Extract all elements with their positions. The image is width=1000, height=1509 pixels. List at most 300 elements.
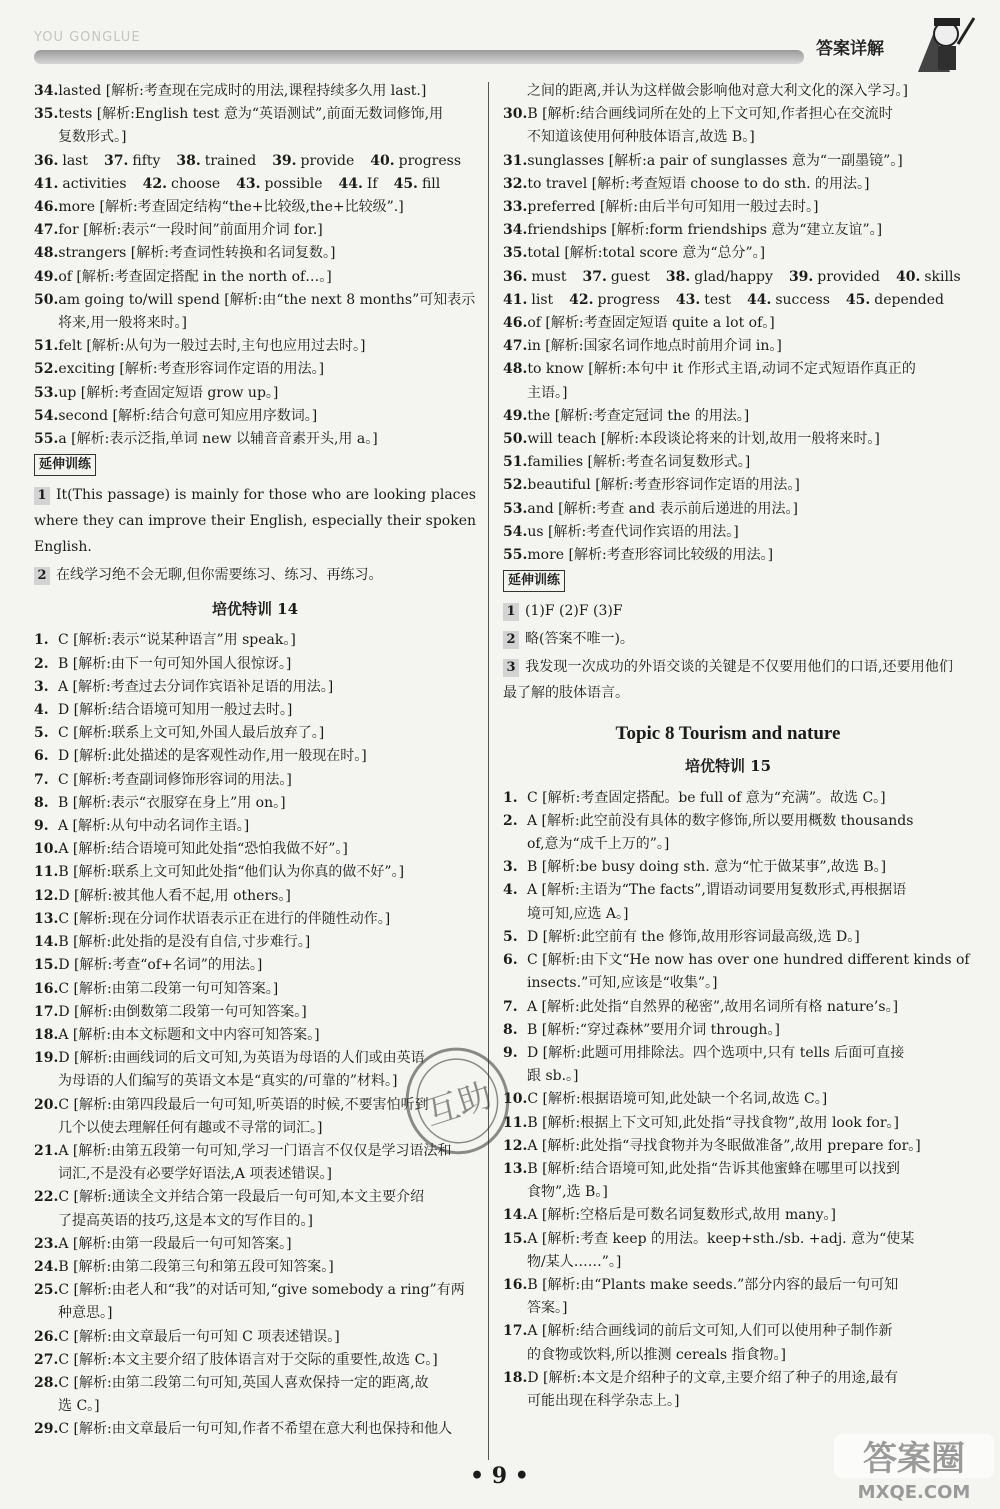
answer-number: 30.: [503, 106, 528, 123]
answer-text: B [解析:由下一句可知外国人很惊讶。]: [58, 655, 292, 672]
answer-number: 16.: [503, 1276, 528, 1293]
section-title-15: 培优特训 15: [684, 757, 772, 776]
answer-text: friendships [解析:form friendships 意为“建立友谊”。]: [527, 222, 883, 239]
answer-text: C [解析:由第二段第一句可知答案。]: [58, 980, 279, 997]
answer-line: [34, 266, 476, 289]
answer-text: second [解析:结合句意可知应用序数词。]: [58, 407, 318, 424]
answer-text: C [解析:由下文“He now has over one hundred different kinds of: [527, 952, 970, 969]
answer-line: [34, 1140, 476, 1163]
answer-number: 12.: [503, 1137, 528, 1154]
answer-text: A [解析:由第五段第一句可知,学习一门语言不仅仅是学习语法和: [58, 1142, 452, 1159]
answer-text: B [解析:由“Plants make seeds.”部分内容的最后一句可知: [527, 1276, 899, 1293]
answer-text: C [解析:表示“说某种语言”用 speak。]: [58, 632, 296, 649]
answer-line: [34, 219, 476, 242]
answer-line: [34, 1395, 476, 1418]
answer-number: [34, 126, 58, 149]
answer-number: 50.: [503, 431, 528, 448]
answer-text: 答案。]: [527, 1300, 568, 1317]
extension-section-right: [503, 567, 953, 706]
answer-line: [503, 80, 953, 103]
answer-line: [34, 312, 476, 335]
answer-line: [503, 996, 953, 1019]
answer-text: D [解析:此处描述的是客观性动作,用一般现在时。]: [58, 748, 367, 765]
answer-number: 2.: [503, 812, 518, 829]
answer-number: 34.: [34, 83, 59, 99]
answer-text: sunglasses [解析:a pair of sunglasses 意为“一副墨镜”。]: [527, 152, 903, 169]
answer-text: 物/某人……”。]: [527, 1253, 622, 1270]
answer-line: [503, 451, 953, 474]
answer-text: up [解析:考查固定短语 grow up。]: [58, 384, 279, 401]
answer-line: [34, 722, 476, 745]
answer-text: C [解析:由第四段最后一句可知,听英语的时候,不要害怕听到: [58, 1096, 429, 1113]
answer-number: 9.: [503, 1044, 518, 1061]
answer-text: D [解析:本文是介绍种子的文章,主要介绍了种子的用途,最有: [527, 1369, 899, 1386]
answer-text: the [解析:考查定冠词 the 的用法。]: [527, 407, 750, 424]
answer-line: [34, 1418, 476, 1441]
answer-line: [503, 1181, 953, 1204]
answer-item: 44. success: [746, 291, 830, 308]
answer-line: [503, 219, 953, 242]
answer-number: 11.: [34, 864, 59, 881]
answer-item: 42. choose: [142, 175, 221, 192]
answer-line: [503, 1251, 953, 1274]
answer-text: C [解析:由文章最后一句可知 C 项表述错误。]: [58, 1328, 340, 1345]
extension-tag: 延伸训练: [34, 454, 96, 476]
answer-line: [34, 653, 476, 676]
answer-line: [503, 544, 953, 567]
answer-row: [34, 150, 476, 173]
right-column: [503, 80, 970, 1413]
answer-line: [503, 474, 953, 497]
answer-number: 17.: [503, 1323, 528, 1340]
answer-number: [34, 1117, 58, 1140]
answer-line: [503, 1042, 953, 1065]
answer-number: 11.: [503, 1114, 528, 1131]
answer-line: [503, 833, 953, 856]
answer-text: more [解析:考查固定结构“the+比较级,the+比较级”.]: [58, 199, 404, 216]
answer-text: C [解析:考查副词修饰形容词的用法。]: [58, 771, 292, 788]
left-column: [34, 80, 476, 1442]
answer-text: will teach [解析:本段谈论将来的计划,故用一般将来时。]: [527, 431, 880, 448]
answer-line: [34, 978, 476, 1001]
answer-number: 54.: [34, 407, 59, 424]
answer-number: 9.: [34, 818, 49, 835]
answer-item: 44. If: [338, 175, 378, 192]
answer-text: am going to/will spend [解析:由“the next 8 months”可知表示: [58, 291, 476, 308]
answer-text: 将来,用一般将来时。]: [58, 315, 187, 332]
pencil-mascot-icon: [912, 12, 976, 78]
answer-text: A [解析:此空前没有具体的数字修饰,所以要用概数 thousands: [527, 812, 914, 829]
answer-number: [503, 1297, 527, 1320]
answer-item: 36. must: [503, 268, 567, 285]
answer-number: [503, 1251, 527, 1274]
answer-text: 食物”,选 B。]: [527, 1184, 608, 1201]
answer-line: [34, 908, 476, 931]
answer-number: 4.: [34, 702, 49, 719]
answer-number: 7.: [503, 998, 518, 1015]
answer-text: total [解析:total score 意为“总分”。]: [527, 245, 766, 262]
answer-number: 15.: [34, 957, 59, 974]
extension-item-1: 1 (1)F (2)F (3)F: [503, 598, 953, 624]
answer-number: 49.: [34, 268, 59, 285]
answer-number: 1.: [34, 632, 49, 649]
answer-number: 35.: [34, 106, 59, 123]
answer-text: us [解析:考查代词作宾语的用法。]: [527, 523, 739, 540]
answer-number: 8.: [503, 1021, 518, 1038]
answer-line: [503, 126, 953, 149]
answer-number: [503, 1344, 527, 1367]
answer-number: 6.: [34, 748, 49, 765]
answer-line: [503, 972, 953, 995]
answer-number: 13.: [34, 910, 59, 927]
svg-text:互助: 互助: [420, 1075, 498, 1135]
answer-line: [34, 1279, 476, 1302]
answer-line: [503, 242, 953, 265]
answer-line: [503, 358, 953, 381]
answer-text: 可能出现在科学杂志上。]: [527, 1392, 680, 1409]
answer-row: [503, 266, 961, 289]
answer-line: [503, 1367, 953, 1390]
answer-line: [503, 1274, 953, 1297]
answer-number: 22.: [34, 1189, 59, 1206]
answer-number: [503, 972, 527, 995]
answer-text: A [解析:结合语境可知此处指“恐怕我做不好”。]: [58, 841, 348, 858]
answer-number: 2.: [34, 655, 49, 672]
answer-line: [503, 787, 953, 810]
answer-number: [503, 1390, 527, 1413]
answer-text: D [解析:此空前有 the 修饰,故用形容词最高级,选 D。]: [527, 928, 860, 945]
answer-line: [503, 521, 953, 544]
answer-line: [34, 1233, 476, 1256]
answer-number: [503, 80, 527, 103]
answer-item: 42. progress: [569, 291, 660, 308]
answer-line: [34, 1001, 476, 1024]
answer-text: B [解析:“穿过森林”要用介词 through。]: [527, 1021, 780, 1038]
answer-number: 5.: [34, 725, 49, 742]
answer-number: 7.: [34, 771, 49, 788]
answer-number: [34, 1070, 58, 1093]
answer-number: 4.: [503, 882, 518, 899]
answer-item: 38. glad/happy: [665, 268, 773, 285]
answer-text: C [解析:现在分词作状语表示正在进行的伴随性动作。]: [58, 910, 391, 927]
answer-item: 41. activities: [34, 175, 127, 192]
extension-item-2: 2 在线学习绝不会无聊,但你需要练习、练习、再练习。: [34, 562, 476, 588]
answer-text: A [解析:空格后是可数名词复数形式,故用 many。]: [527, 1207, 837, 1224]
answer-number: 1.: [503, 789, 518, 806]
answer-text: 为母语的人们编写的英语文本是“真实的/可靠的”材料。]: [58, 1073, 398, 1090]
answer-text: C [解析:由老人和“我”的对话可知,“give somebody a ring”有两: [58, 1282, 465, 1299]
answer-line: [34, 954, 476, 977]
answer-line: [34, 629, 476, 652]
answer-number: 3.: [503, 859, 518, 876]
answer-line: [503, 498, 953, 521]
answer-text: preferred [解析:由后半句可知用一般过去时。]: [527, 199, 819, 216]
extension-tag: 延伸训练: [503, 570, 565, 592]
answer-number: [34, 312, 58, 335]
answer-line: [34, 1024, 476, 1047]
answer-text: of,意为“成千上万的”。]: [527, 836, 670, 853]
answer-text: 种意思。]: [58, 1305, 113, 1322]
answer-number: 46.: [503, 315, 528, 332]
answer-number: 18.: [503, 1369, 528, 1386]
answer-number: 14.: [503, 1207, 528, 1224]
answer-number: 53.: [34, 384, 59, 401]
answer-text: C [解析:考查固定搭配。be full of 意为“充满”。故选 C。]: [527, 789, 886, 806]
answer-line: [503, 382, 953, 405]
answer-text: D [解析:由倒数第二段第一句可知答案。]: [58, 1003, 307, 1020]
answer-line: [503, 810, 953, 833]
answer-number: [503, 382, 527, 405]
answer-line: [503, 903, 953, 926]
answer-number: [503, 903, 527, 926]
answer-item: 39. provide: [272, 152, 355, 169]
answer-number: 53.: [503, 500, 528, 517]
answer-text: B [解析:结合语境可知,此处指“告诉其他蜜蜂在哪里可以找到: [527, 1160, 900, 1177]
answer-item: 45. depended: [845, 291, 944, 308]
answer-item: 45. fill: [393, 175, 441, 192]
answer-item: 41. list: [503, 291, 554, 308]
answer-line: [34, 1326, 476, 1349]
answer-text: and [解析:考查 and 表示前后递进的用法。]: [527, 500, 799, 517]
answer-line: [34, 405, 476, 428]
answer-line: [34, 358, 476, 381]
answer-line: [503, 1390, 953, 1413]
answer-line: [503, 196, 953, 219]
answer-item: 37. guest: [582, 268, 650, 285]
answer-item: 37. fifty: [104, 152, 161, 169]
answer-number: 23.: [34, 1235, 59, 1252]
answer-line: [34, 885, 476, 908]
answer-text: D [解析:考查“of+名词”的用法。]: [58, 957, 263, 974]
answer-number: [34, 1302, 58, 1325]
answer-line: [34, 289, 476, 312]
answer-line: [503, 428, 953, 451]
answer-text: a [解析:表示泛指,单词 new 以辅音音素开头,用 a。]: [58, 431, 378, 448]
watermark-logo: [830, 1430, 998, 1506]
answer-number: 46.: [34, 199, 59, 216]
answer-text: A [解析:由第一段最后一句可知答案。]: [58, 1235, 292, 1252]
answer-text: B [解析:由第二段第三句和第五段可知答案。]: [58, 1258, 334, 1275]
answer-number: 52.: [34, 361, 59, 378]
answer-line: [503, 103, 953, 126]
answer-text: C [解析:根据语境可知,此处缺一个名词,故选 C。]: [527, 1091, 828, 1108]
answer-number: 10.: [503, 1091, 528, 1108]
answer-number: 5.: [503, 928, 518, 945]
answer-text: D [解析:结合语境可知用一般过去时。]: [58, 702, 293, 719]
answer-line: [34, 769, 476, 792]
answer-number: 51.: [503, 454, 528, 471]
page-number: • 9 •: [470, 1463, 529, 1489]
answer-line: [503, 312, 953, 335]
extension-item-2: 2 略(答案不唯一)。: [503, 626, 953, 652]
answer-item: 40. progress: [370, 152, 462, 169]
answer-item: 40. skills: [895, 268, 961, 285]
answer-text: A [解析:从句中动名词作主语。]: [58, 818, 250, 835]
answer-number: 55.: [34, 431, 59, 448]
answer-text: A [解析:结合画线词的前后文可知,人们可以使用种子制作新: [527, 1323, 893, 1340]
answer-line: [34, 861, 476, 884]
answer-text: 了提高英语的技巧,这是本文的写作目的。]: [58, 1212, 313, 1229]
answer-line: [503, 1088, 953, 1111]
answer-line: [503, 926, 953, 949]
answer-number: [503, 1181, 527, 1204]
header-band: [34, 50, 804, 64]
answer-number: 48.: [34, 245, 59, 262]
answer-text: C [解析:由文章最后一句可知,作者不希望在意大利也保持和他人: [58, 1421, 453, 1438]
extension-section-left: [34, 451, 476, 588]
answer-line: [34, 676, 476, 699]
answer-number: 6.: [503, 952, 518, 969]
answer-line: [34, 103, 476, 126]
answer-number: 21.: [34, 1142, 59, 1159]
answer-number: 25.: [34, 1282, 59, 1299]
answer-item: 39. provided: [788, 268, 880, 285]
answer-row: [34, 173, 476, 196]
answer-number: [503, 833, 527, 856]
answer-text: B [解析:此处指的是没有自信,寸步难行。]: [58, 934, 311, 951]
answer-text: A [解析:主语为“The facts”,谓语动词要用复数形式,再根据语: [527, 882, 907, 899]
answer-number: 20.: [34, 1096, 59, 1113]
answer-text: of [解析:考查固定搭配 in the north of…。]: [58, 268, 332, 285]
answer-number: 35.: [503, 245, 528, 262]
answer-text: of [解析:考查固定短语 quite a lot of。]: [527, 315, 775, 332]
answer-text: A [解析:考查 keep 的用法。keep+sth./sb. +adj. 意为“使某: [527, 1230, 915, 1247]
answer-text: A [解析:由本文标题和文中内容可知答案。]: [58, 1026, 320, 1043]
answer-line: [34, 242, 476, 265]
answer-line: [503, 173, 953, 196]
answer-line: [34, 745, 476, 768]
answer-number: 16.: [34, 980, 59, 997]
answer-number: 49.: [503, 407, 528, 424]
answer-line: [503, 1135, 953, 1158]
answer-number: 18.: [34, 1026, 59, 1043]
answer-line: [503, 1112, 953, 1135]
answer-line: [503, 150, 953, 173]
answer-text: 复数形式。]: [58, 129, 127, 146]
answer-line: [34, 126, 476, 149]
answer-text: C [解析:通读全文并结合第一段最后一句可知,本文主要介绍: [58, 1189, 425, 1206]
answer-number: 17.: [34, 1003, 59, 1020]
answer-number: 51.: [34, 338, 59, 355]
answer-number: [34, 1395, 58, 1418]
answer-number: [34, 1163, 58, 1186]
svg-text:答案圈: 答案圈: [863, 1439, 965, 1479]
answer-text: C [解析:联系上文可知,外国人最后放弃了。]: [58, 725, 325, 742]
answer-text: 之间的距离,并认为这样做会影响他对意大利文化的深入学习。]: [527, 83, 908, 99]
answer-number: 28.: [34, 1374, 59, 1391]
answer-number: 48.: [503, 361, 528, 378]
answer-line: [34, 1349, 476, 1372]
answer-number: 47.: [34, 222, 59, 239]
column-divider: [488, 82, 489, 1460]
answer-text: strangers [解析:考查词性转换和名词复数。]: [58, 245, 336, 262]
header-title: 答案详解: [816, 39, 884, 59]
answer-line: [503, 1065, 953, 1088]
answer-text: D [解析:由画线词的后文可知,为英语为母语的人们或由英语: [58, 1050, 425, 1067]
answer-number: 33.: [503, 199, 528, 216]
answer-text: to travel [解析:考查短语 choose to do sth. 的用法。]: [527, 175, 870, 192]
answer-text: B [解析:结合画线词所在处的上下文可知,作者担心在交流时: [527, 106, 893, 123]
answer-number: 55.: [503, 547, 528, 564]
answer-number: 3.: [34, 678, 49, 695]
answer-number: 47.: [503, 338, 528, 355]
answer-line: [503, 879, 953, 902]
answer-text: 几个以使去理解任何有趣或不寻常的词汇。]: [58, 1119, 323, 1136]
answer-text: C [解析:本文主要介绍了肢体语言对于交际的重要性,故选 C。]: [58, 1351, 438, 1368]
answer-text: for [解析:表示“一段时间”前面用介词 for.]: [58, 222, 323, 239]
answer-line: [503, 949, 970, 972]
answer-line: [503, 1019, 953, 1042]
answer-line: [34, 1210, 476, 1233]
answer-text: to know [解析:本句中 it 作形式主语,动词不定式短语作真正的: [527, 361, 916, 378]
answer-text: 跟 sb.。]: [527, 1068, 579, 1085]
answer-line: [503, 1344, 953, 1367]
answer-number: 50.: [34, 291, 59, 308]
answer-item: 38. trained: [176, 152, 257, 169]
answer-number: 14.: [34, 934, 59, 951]
answer-line: [34, 196, 476, 219]
answer-number: 26.: [34, 1328, 59, 1345]
svg-text:MXQE.COM: MXQE.COM: [857, 1482, 971, 1503]
answer-text: C [解析:由第二段第二句可知,英国人喜欢保持一定的距离,故: [58, 1374, 429, 1391]
answer-text: in [解析:国家名词作地点时前用介词 in。]: [527, 338, 782, 355]
answer-number: 24.: [34, 1258, 59, 1275]
answer-number: 15.: [503, 1230, 528, 1247]
answer-line: [503, 405, 953, 428]
answer-number: [503, 126, 527, 149]
answer-text: B [解析:根据上下文可知,此处指“寻找食物”,故用 look for。]: [527, 1114, 899, 1131]
answer-line: [34, 1372, 476, 1395]
answer-text: 不知道该使用何种肢体语言,故选 B。]: [527, 129, 755, 146]
brand-text: YOU GONGLUE: [34, 30, 141, 45]
answer-line: [34, 815, 476, 838]
answer-line: [503, 335, 953, 358]
page-header: [0, 0, 1000, 80]
answer-text: felt [解析:从句为一般过去时,主句也应用过去时。]: [58, 338, 366, 355]
answer-number: 27.: [34, 1351, 59, 1368]
answer-line: [34, 1256, 476, 1279]
answer-line: [34, 792, 476, 815]
answer-text: lasted [解析:考查现在完成时的用法,课程持续多久用 last.]: [58, 83, 427, 99]
answer-number: 13.: [503, 1160, 528, 1177]
answer-number: 8.: [34, 794, 49, 811]
answer-line: [503, 1228, 953, 1251]
answer-number: 32.: [503, 175, 528, 192]
answer-number: 31.: [503, 152, 528, 169]
answer-text: D [解析:被其他人看不起,用 others。]: [58, 887, 291, 904]
answer-text: families [解析:考查名词复数形式。]: [527, 454, 751, 471]
answer-text: exciting [解析:考查形容词作定语的用法。]: [58, 361, 325, 378]
answer-text: A [解析:此处指“自然界的秘密”,故用名词所有格 nature’s。]: [527, 998, 899, 1015]
answer-text: 选 C。]: [58, 1398, 100, 1415]
answer-item: 43. test: [675, 291, 731, 308]
answer-line: [34, 931, 476, 954]
answer-line: [34, 838, 476, 861]
answer-text: D [解析:此题可用排除法。四个选项中,只有 tells 后面可直接: [527, 1044, 905, 1061]
answer-number: 19.: [34, 1050, 59, 1067]
answer-item: 43. possible: [236, 175, 323, 192]
answer-text: more [解析:考查形容词比较级的用法。]: [527, 547, 774, 564]
answer-line: [503, 1320, 953, 1343]
topic-title: Topic 8 Tourism and nature: [615, 723, 841, 745]
extension-item-3: 3 我发现一次成功的外语交谈的关键是不仅要用他们的口语,还要用他们最了解的肢体语言。: [503, 659, 953, 702]
extension-item-1: 1 It(This passage) is mainly for those who are looking places where they can improve their English, especially their spoken English.: [34, 487, 476, 556]
answer-line: [503, 1204, 953, 1227]
answer-row: [503, 289, 953, 312]
answer-text: 主语。]: [527, 384, 568, 401]
answer-line: [34, 428, 476, 451]
answer-line: [34, 335, 476, 358]
